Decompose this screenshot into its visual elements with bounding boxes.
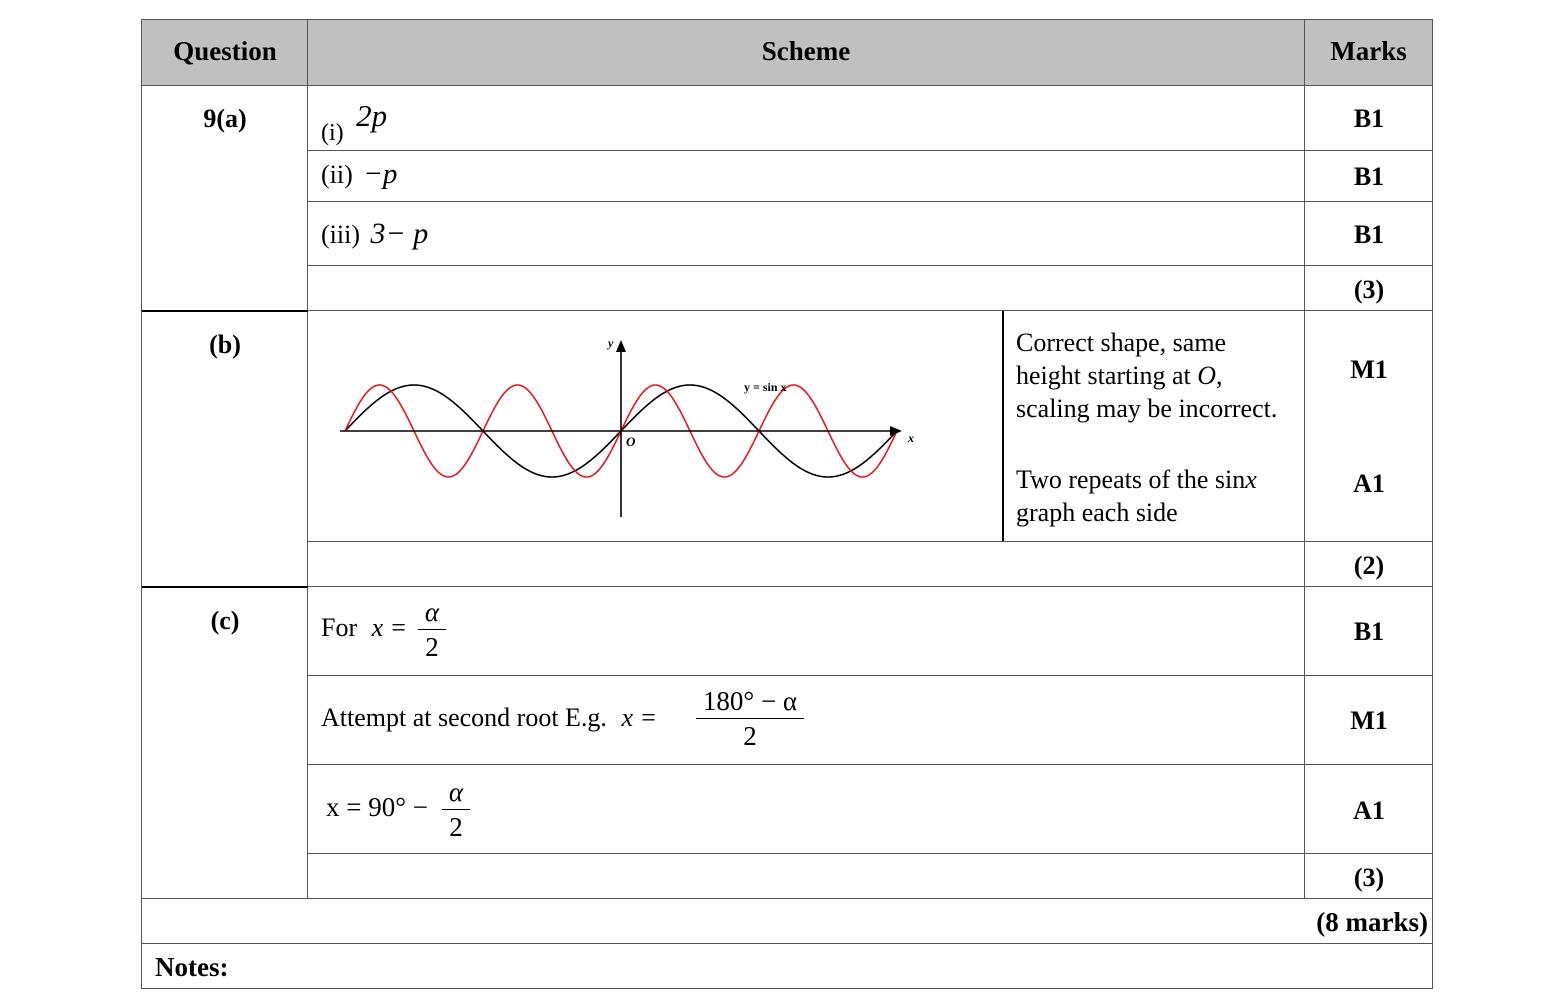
fraction-alpha-over-2 bbox=[442, 777, 470, 842]
row-expression: 3− p bbox=[370, 217, 429, 250]
scheme-row-a-ii bbox=[321, 158, 397, 191]
row-divider bbox=[308, 675, 1433, 676]
scheme-row-c-3 bbox=[326, 792, 428, 823]
row-divider bbox=[308, 586, 1433, 587]
fraction-denominator: 2 bbox=[449, 812, 463, 842]
mark-a-ii: B1 bbox=[1353, 162, 1385, 191]
x-axis-label: x bbox=[908, 431, 914, 445]
question-label-b: (b) bbox=[209, 330, 241, 359]
fraction-numerator: α bbox=[448, 777, 464, 807]
subtotal-c: (3) bbox=[1353, 863, 1385, 892]
row-divider bbox=[308, 764, 1433, 765]
row-prefix: Attempt at second root E.g. bbox=[321, 703, 607, 732]
note-correct-shape bbox=[1016, 326, 1291, 425]
y-axis-arrow bbox=[616, 340, 626, 352]
mark-b-a1: A1 bbox=[1353, 469, 1385, 498]
notes-label: Notes: bbox=[155, 952, 229, 982]
mark-b-m1: M1 bbox=[1350, 355, 1388, 384]
row-divider bbox=[308, 201, 1433, 202]
mark-a-i: B1 bbox=[1353, 104, 1385, 133]
row-lhs: x = 90° − bbox=[326, 792, 429, 822]
row-divider bbox=[308, 853, 1433, 854]
mark-c-2: M1 bbox=[1350, 706, 1388, 735]
mark-c-1: B1 bbox=[1353, 617, 1385, 646]
row-divider bbox=[308, 541, 1433, 542]
row-expression: 2p bbox=[356, 98, 388, 133]
header-scheme: Scheme bbox=[761, 36, 851, 66]
mark-a-iii: B1 bbox=[1353, 220, 1385, 249]
origin-label: O bbox=[626, 434, 636, 449]
fraction-alpha-over-2 bbox=[418, 597, 446, 662]
question-label-9a: 9(a) bbox=[203, 104, 247, 133]
fraction-numerator: 180° − α bbox=[702, 686, 798, 716]
fraction-denominator: 2 bbox=[743, 721, 757, 751]
fraction-denominator: 2 bbox=[425, 632, 439, 662]
row-prefix: (ii) bbox=[321, 160, 353, 189]
fraction-180-minus-alpha-over-2 bbox=[696, 686, 804, 751]
scheme-row-c-1 bbox=[321, 613, 407, 643]
header-bottom-border bbox=[142, 85, 1433, 86]
graph-notes-divider bbox=[1002, 311, 1004, 541]
table-left-border bbox=[141, 19, 142, 989]
note-text: Two repeats of the sin bbox=[1016, 465, 1246, 494]
fraction-bar bbox=[442, 809, 470, 810]
subtotal-b: (2) bbox=[1353, 551, 1385, 580]
row-lhs: x = bbox=[371, 613, 408, 642]
row-divider bbox=[308, 310, 1433, 311]
section-divider bbox=[142, 586, 308, 588]
total-marks: (8 marks) bbox=[1316, 907, 1428, 937]
note-italic: x bbox=[1245, 465, 1257, 494]
fraction-bar bbox=[696, 718, 804, 719]
row-lhs: x = bbox=[621, 703, 658, 732]
y-axis-label: y bbox=[608, 336, 614, 350]
note-text: , scaling may be incorrect. bbox=[1016, 361, 1278, 423]
row-prefix: (i) bbox=[321, 120, 344, 146]
note-two-repeats bbox=[1016, 463, 1296, 529]
table-top-border bbox=[142, 19, 1433, 20]
note-text: Correct shape, same height starting at bbox=[1016, 328, 1227, 390]
sine-graph bbox=[330, 332, 930, 532]
row-expression: −p bbox=[363, 158, 398, 190]
row-prefix: (iii) bbox=[321, 220, 360, 249]
row-divider bbox=[142, 898, 1433, 899]
fraction-numerator: α bbox=[424, 597, 440, 627]
section-divider bbox=[142, 310, 308, 312]
scheme-row-a-iii bbox=[321, 217, 428, 251]
row-divider bbox=[142, 943, 1433, 944]
row-divider bbox=[308, 150, 1433, 151]
row-divider bbox=[308, 265, 1433, 266]
scheme-row-c-2 bbox=[321, 703, 657, 733]
header-question: Question bbox=[173, 36, 277, 66]
note-text: graph each side bbox=[1016, 498, 1178, 527]
curve-label: y = sin x bbox=[744, 380, 787, 394]
row-prefix: For bbox=[321, 613, 358, 642]
mark-c-3: A1 bbox=[1353, 796, 1385, 825]
scheme-row-a-i bbox=[321, 98, 388, 146]
table-bottom-border bbox=[142, 988, 1433, 989]
fraction-bar bbox=[418, 629, 446, 630]
note-italic: O bbox=[1197, 361, 1217, 390]
question-label-c: (c) bbox=[210, 606, 240, 635]
header-marks: Marks bbox=[1330, 36, 1407, 66]
subtotal-a: (3) bbox=[1353, 275, 1385, 304]
